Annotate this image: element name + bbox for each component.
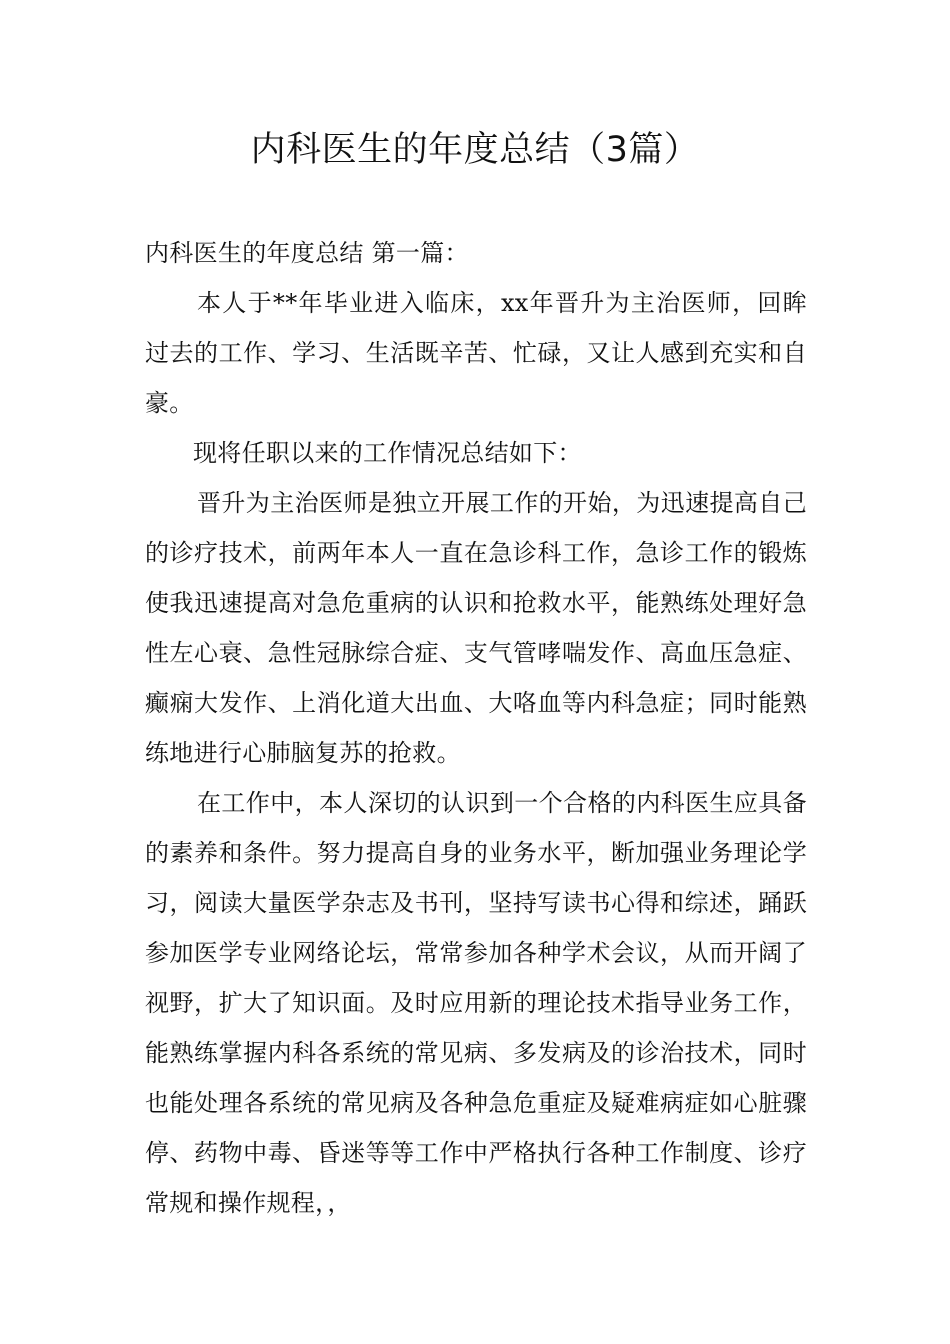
paragraph-professional-growth: 在工作中，本人深切的认识到一个合格的内科医生应具备的素养和条件。努力提高自身的业务水平，断加强业务理论学习，阅读大量医学杂志及书刊，坚持写读书心得和综述，踊跃参加医学专业网络论坛，常常参加各种学术会议，从而开阔了视野，扩大了知识面。及时应用新的理论技术指导业务工作，能熟练掌握内科各系统的常见病、多发病及的诊治技术，同时也能处理各系统的常见病及各种急危重症及疑难病症如心脏骤停、药物中毒、昏迷等等工作中严格执行各种工作制度、诊疗常规和操作规程，， bbox=[145, 789, 807, 1217]
document-body bbox=[145, 228, 807, 1228]
paragraph-intro: 本人于**年毕业进入临床，xx年晋升为主治医师，回眸过去的工作、学习、生活既辛苦、忙碌，又让人感到充实和自豪。 bbox=[145, 289, 807, 417]
paragraph-summary-lead: 现将任职以来的工作情况总结如下： bbox=[193, 439, 582, 467]
document-title: 内科医生的年度总结（3篇） bbox=[250, 130, 700, 170]
paragraph-emergency-work: 晋升为主治医师是独立开展工作的开始，为迅速提高自己的诊疗技术，前两年本人一直在急诊科工作，急诊工作的锻炼使我迅速提高对急危重病的认识和抢救水平，能熟练处理好急性左心衰、急性冠脉综合症、支气管哮喘发作、高血压急症、癫痫大发作、上消化道大出血、大咯血等内科急症；同时能熟练地进行心肺脑复苏的抢救。 bbox=[145, 489, 807, 767]
section-heading: 内科医生的年度总结 第一篇： bbox=[145, 239, 469, 267]
